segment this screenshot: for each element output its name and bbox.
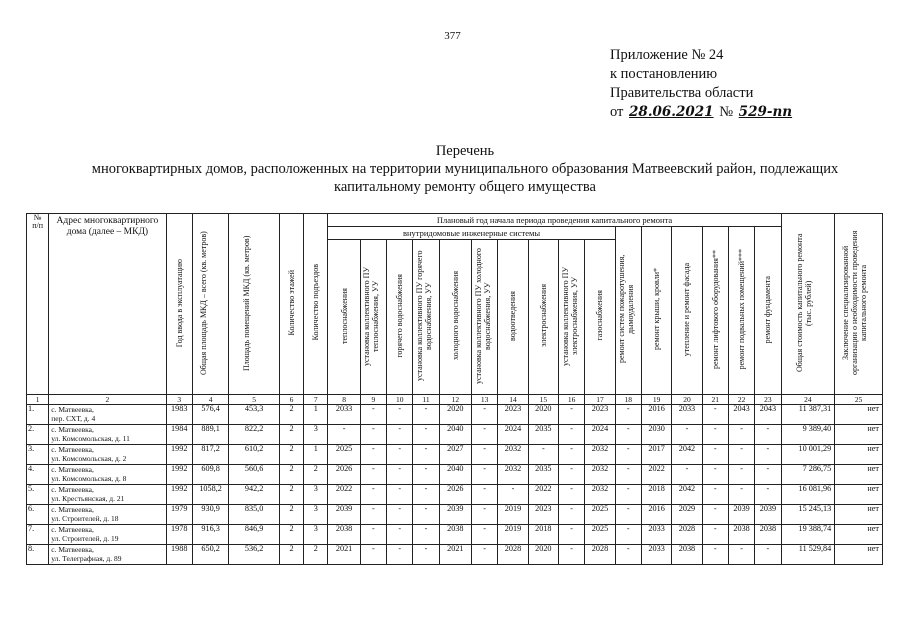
column-number: 2 bbox=[49, 395, 166, 405]
cell-sewer: 2028 bbox=[498, 545, 528, 565]
cell-total-area: 916,3 bbox=[192, 525, 228, 545]
address-line1: с. Матвеевка, bbox=[51, 545, 94, 555]
cell-conclusion: нет bbox=[835, 465, 883, 485]
cell-cold-water: 2027 bbox=[439, 445, 471, 465]
cell-premises-area: 610,2 bbox=[229, 445, 280, 465]
document-title bbox=[40, 142, 890, 196]
cell-heat: 2038 bbox=[328, 525, 360, 545]
cell-floors: 2 bbox=[279, 445, 303, 465]
cell-facade: 2042 bbox=[672, 485, 702, 505]
cell-total-area: 817,2 bbox=[192, 445, 228, 465]
cell-fire-systems: - bbox=[615, 465, 641, 485]
col-header-internal-systems: внутридомовые инженерные системы bbox=[328, 227, 615, 240]
cell-sewer: 2032 bbox=[498, 465, 528, 485]
column-number: 13 bbox=[472, 395, 498, 405]
cell-elevator: - bbox=[702, 445, 728, 465]
cell-roof: 2016 bbox=[641, 405, 671, 425]
cell-fire-systems: - bbox=[615, 485, 641, 505]
column-number: 25 bbox=[835, 395, 883, 405]
cell-facade: - bbox=[672, 425, 702, 445]
column-number: 19 bbox=[641, 395, 671, 405]
cell-fire-systems: - bbox=[615, 545, 641, 565]
address-line1: с. Матвеевка, bbox=[51, 485, 94, 495]
row-number: 3. bbox=[27, 445, 49, 465]
address-line1: с. Матвеевка, bbox=[51, 425, 94, 435]
table-row bbox=[27, 445, 883, 465]
cell-heat-meter: - bbox=[360, 405, 386, 425]
col-header-electric-meter: установка коллективного ПУ электроснабжения, УУ bbox=[560, 266, 579, 366]
col-header-roof: ремонт крыши, кровли* bbox=[652, 268, 662, 351]
col-header-cold-water-meter: установка коллективного ПУ холодного водоснабжения, УУ bbox=[473, 247, 492, 384]
cell-hot-water-meter: - bbox=[413, 505, 439, 525]
cell-total-cost: 7 286,75 bbox=[781, 465, 835, 485]
cell-total-cost: 9 389,40 bbox=[781, 425, 835, 445]
col-header-electric: электроснабжения bbox=[538, 284, 548, 348]
address-line2: ул. Крестьянская, д. 21 bbox=[51, 493, 125, 503]
cell-entrances: 3 bbox=[304, 525, 328, 545]
cell-floors: 2 bbox=[279, 545, 303, 565]
cell-total-area: 576,4 bbox=[192, 405, 228, 425]
cell-floors: 2 bbox=[279, 465, 303, 485]
row-address bbox=[49, 465, 166, 485]
col-header-heat: теплоснабжения bbox=[339, 287, 349, 344]
cell-fire-systems: - bbox=[615, 445, 641, 465]
cell-heat-meter: - bbox=[360, 485, 386, 505]
cell-foundation: - bbox=[755, 545, 781, 565]
col-header-address: Адрес многоквартирного дома (далее – МКД) bbox=[49, 214, 166, 395]
cell-entrances: 1 bbox=[304, 445, 328, 465]
col-header-gas: газоснабжения bbox=[595, 290, 605, 341]
cell-sewer: 2024 bbox=[498, 425, 528, 445]
col-header-basement: ремонт подвальных помещений*** bbox=[737, 248, 747, 370]
address-line2: ул. Строителей, д. 18 bbox=[51, 513, 119, 523]
page-number: 377 bbox=[444, 30, 461, 42]
cell-total-cost: 16 081,96 bbox=[781, 485, 835, 505]
cell-cold-water: 2038 bbox=[439, 525, 471, 545]
cell-conclusion: нет bbox=[835, 505, 883, 525]
cell-entrances: 3 bbox=[304, 485, 328, 505]
cell-hot-water-meter: - bbox=[413, 445, 439, 465]
title-line3: капитальному ремонту общего имущества bbox=[334, 179, 596, 195]
cell-year: 1992 bbox=[166, 485, 192, 505]
cell-foundation: - bbox=[755, 425, 781, 445]
cell-year: 1988 bbox=[166, 545, 192, 565]
cell-fire-systems: - bbox=[615, 405, 641, 425]
cell-cold-water-meter: - bbox=[472, 405, 498, 425]
cell-roof: 2030 bbox=[641, 425, 671, 445]
address-line2: пер. СХТ, д. 4 bbox=[51, 413, 96, 423]
table-row bbox=[27, 405, 883, 425]
cell-total-cost: 11 529,84 bbox=[781, 545, 835, 565]
cell-premises-area: 560,6 bbox=[229, 465, 280, 485]
column-number: 23 bbox=[755, 395, 781, 405]
cell-floors: 2 bbox=[279, 485, 303, 505]
address-line1: с. Матвеевка, bbox=[51, 465, 94, 475]
address-line1: с. Матвеевка, bbox=[51, 445, 94, 455]
cell-hot-water-meter: - bbox=[413, 465, 439, 485]
approval-line2: к постановлению bbox=[610, 66, 718, 82]
col-header-fire-systems: ремонт систем пожаротушения, дымоудаления bbox=[617, 255, 636, 364]
cell-hot-water-meter: - bbox=[413, 405, 439, 425]
cell-facade: 2038 bbox=[672, 545, 702, 565]
row-number: 8. bbox=[27, 545, 49, 565]
column-number: 12 bbox=[439, 395, 471, 405]
column-number: 22 bbox=[728, 395, 754, 405]
cell-cold-water-meter: - bbox=[472, 445, 498, 465]
column-number: 1 bbox=[27, 395, 49, 405]
column-number: 21 bbox=[702, 395, 728, 405]
cell-conclusion: нет bbox=[835, 485, 883, 505]
cell-entrances: 1 bbox=[304, 405, 328, 425]
cell-heat: 2021 bbox=[328, 545, 360, 565]
cell-electric: 2018 bbox=[528, 525, 558, 545]
row-address bbox=[49, 425, 166, 445]
cell-hot-water: - bbox=[387, 405, 413, 425]
cell-gas: 2032 bbox=[585, 485, 615, 505]
row-number: 1. bbox=[27, 405, 49, 425]
address-line2: ул. Комсомольская, д. 2 bbox=[51, 453, 127, 463]
cell-year: 1983 bbox=[166, 405, 192, 425]
cell-total-area: 1058,2 bbox=[192, 485, 228, 505]
cell-total-area: 609,8 bbox=[192, 465, 228, 485]
cell-electric: 2035 bbox=[528, 465, 558, 485]
cell-premises-area: 942,2 bbox=[229, 485, 280, 505]
cell-sewer: 2023 bbox=[498, 405, 528, 425]
cell-conclusion: нет bbox=[835, 525, 883, 545]
table-row bbox=[27, 465, 883, 485]
cell-hot-water: - bbox=[387, 425, 413, 445]
cell-basement: - bbox=[728, 465, 754, 485]
cell-premises-area: 835,0 bbox=[229, 505, 280, 525]
column-number-row bbox=[27, 395, 883, 405]
cell-cold-water-meter: - bbox=[472, 505, 498, 525]
cell-hot-water-meter: - bbox=[413, 525, 439, 545]
address-line2: ул. Комсомольская, д. 8 bbox=[51, 473, 127, 483]
cell-premises-area: 822,2 bbox=[229, 425, 280, 445]
cell-roof: 2033 bbox=[641, 545, 671, 565]
approval-block bbox=[610, 46, 794, 122]
cell-heat-meter: - bbox=[360, 525, 386, 545]
cell-basement: - bbox=[728, 485, 754, 505]
cell-year: 1992 bbox=[166, 465, 192, 485]
cell-floors: 2 bbox=[279, 405, 303, 425]
title-line2: многоквартирных домов, расположенных на территории муниципального образования Матвеевский район, подлежащих bbox=[91, 161, 839, 177]
column-number: 18 bbox=[615, 395, 641, 405]
column-number: 6 bbox=[279, 395, 303, 405]
cell-gas: 2025 bbox=[585, 505, 615, 525]
cell-entrances: 2 bbox=[304, 545, 328, 565]
column-number: 16 bbox=[559, 395, 585, 405]
cell-foundation: 2038 bbox=[755, 525, 781, 545]
col-header-planned-year: Плановый год начала периода проведения капитального ремонта bbox=[328, 214, 781, 227]
cell-gas: 2032 bbox=[585, 465, 615, 485]
cell-hot-water-meter: - bbox=[413, 545, 439, 565]
cell-cold-water: 2039 bbox=[439, 505, 471, 525]
col-header-total-area: Общая площадь МКД – всего (кв. метров) bbox=[198, 230, 208, 375]
cell-electric-meter: - bbox=[559, 425, 585, 445]
cell-basement: 2039 bbox=[728, 505, 754, 525]
col-header-hot-water-meter: установка коллективного ПУ горячего водоснабжения, УУ bbox=[415, 250, 433, 381]
cell-total-area: 889,1 bbox=[192, 425, 228, 445]
cell-facade: 2033 bbox=[672, 405, 702, 425]
cell-total-cost: 11 387,31 bbox=[781, 405, 835, 425]
approval-number-sign: № bbox=[719, 104, 734, 120]
cell-heat: 2026 bbox=[328, 465, 360, 485]
cell-hot-water: - bbox=[387, 525, 413, 545]
cell-entrances: 3 bbox=[304, 505, 328, 525]
column-number: 4 bbox=[192, 395, 228, 405]
cell-basement: - bbox=[728, 545, 754, 565]
cell-electric: 2023 bbox=[528, 505, 558, 525]
table-row bbox=[27, 425, 883, 445]
cell-year: 1979 bbox=[166, 505, 192, 525]
address-line2: ул. Комсомольская, д. 11 bbox=[51, 433, 130, 443]
cell-foundation: 2039 bbox=[755, 505, 781, 525]
column-number: 3 bbox=[166, 395, 192, 405]
column-number: 9 bbox=[360, 395, 386, 405]
cell-hot-water: - bbox=[387, 505, 413, 525]
cell-elevator: - bbox=[702, 485, 728, 505]
cell-electric-meter: - bbox=[559, 405, 585, 425]
column-number: 17 bbox=[585, 395, 615, 405]
cell-total-area: 650,2 bbox=[192, 545, 228, 565]
cell-sewer: 2019 bbox=[498, 525, 528, 545]
col-header-year: Год ввода в эксплуатацию bbox=[174, 258, 184, 347]
cell-electric: 2020 bbox=[528, 545, 558, 565]
column-number: 20 bbox=[672, 395, 702, 405]
cell-elevator: - bbox=[702, 545, 728, 565]
cell-heat-meter: - bbox=[360, 545, 386, 565]
column-number: 11 bbox=[413, 395, 439, 405]
approval-prefix: от bbox=[610, 104, 624, 120]
cell-fire-systems: - bbox=[615, 425, 641, 445]
cell-hot-water-meter: - bbox=[413, 425, 439, 445]
cell-elevator: - bbox=[702, 505, 728, 525]
cell-electric-meter: - bbox=[559, 545, 585, 565]
column-number: 5 bbox=[229, 395, 280, 405]
cell-conclusion: нет bbox=[835, 545, 883, 565]
cell-gas: 2023 bbox=[585, 405, 615, 425]
cell-year: 1984 bbox=[166, 425, 192, 445]
cell-electric-meter: - bbox=[559, 485, 585, 505]
cell-cold-water-meter: - bbox=[472, 465, 498, 485]
cell-electric-meter: - bbox=[559, 445, 585, 465]
cell-roof: 2022 bbox=[641, 465, 671, 485]
table-row bbox=[27, 525, 883, 545]
cell-roof: 2018 bbox=[641, 485, 671, 505]
col-header-total-cost: Общая стоимость капитального ремонта (тыс. рублей) bbox=[794, 233, 813, 372]
cell-total-cost: 15 245,13 bbox=[781, 505, 835, 525]
cell-cold-water-meter: - bbox=[472, 425, 498, 445]
row-number: 7. bbox=[27, 525, 49, 545]
cell-elevator: - bbox=[702, 425, 728, 445]
col-header-facade: утепление и ремонт фасада bbox=[682, 262, 692, 356]
cell-heat-meter: - bbox=[360, 465, 386, 485]
cell-hot-water: - bbox=[387, 545, 413, 565]
approval-line3: Правительства области bbox=[610, 85, 754, 101]
cell-floors: 2 bbox=[279, 505, 303, 525]
column-number: 8 bbox=[328, 395, 360, 405]
cell-electric-meter: - bbox=[559, 525, 585, 545]
column-number: 24 bbox=[781, 395, 835, 405]
cell-fire-systems: - bbox=[615, 525, 641, 545]
col-header-hot-water: горячего водоснабжения bbox=[395, 273, 405, 358]
cell-facade: 2028 bbox=[672, 525, 702, 545]
cell-hot-water: - bbox=[387, 485, 413, 505]
table-row bbox=[27, 545, 883, 565]
cell-year: 1978 bbox=[166, 525, 192, 545]
table-row bbox=[27, 485, 883, 505]
cell-cold-water: 2040 bbox=[439, 425, 471, 445]
row-address bbox=[49, 405, 166, 425]
cell-heat-meter: - bbox=[360, 505, 386, 525]
cell-premises-area: 846,9 bbox=[229, 525, 280, 545]
cell-total-cost: 10 001,29 bbox=[781, 445, 835, 465]
cell-basement: 2038 bbox=[728, 525, 754, 545]
cell-basement: - bbox=[728, 425, 754, 445]
cell-cold-water: 2020 bbox=[439, 405, 471, 425]
col-header-sewer: водоотведения bbox=[508, 290, 518, 341]
cell-premises-area: 453,3 bbox=[229, 405, 280, 425]
cell-heat: 2039 bbox=[328, 505, 360, 525]
cell-elevator: - bbox=[702, 405, 728, 425]
cell-cold-water: 2021 bbox=[439, 545, 471, 565]
row-address bbox=[49, 505, 166, 525]
cell-heat-meter: - bbox=[360, 425, 386, 445]
col-header-premises-area: Площадь помещений МКД (кв. метров) bbox=[242, 235, 252, 371]
cell-sewer: 2019 bbox=[498, 505, 528, 525]
cell-floors: 2 bbox=[279, 525, 303, 545]
cell-floors: 2 bbox=[279, 425, 303, 445]
address-line1: с. Матвеевка, bbox=[51, 405, 94, 415]
cell-total-area: 930,9 bbox=[192, 505, 228, 525]
row-number: 2. bbox=[27, 425, 49, 445]
cell-roof: 2033 bbox=[641, 525, 671, 545]
address-line2: ул. Строителей, д. 19 bbox=[51, 533, 119, 543]
cell-hot-water-meter: - bbox=[413, 485, 439, 505]
approval-line4 bbox=[610, 103, 794, 122]
row-address bbox=[49, 485, 166, 505]
approval-number: 529-пп bbox=[738, 104, 793, 120]
cell-basement: 2043 bbox=[728, 405, 754, 425]
cell-foundation: 2043 bbox=[755, 405, 781, 425]
cell-electric: - bbox=[528, 445, 558, 465]
cell-electric-meter: - bbox=[559, 505, 585, 525]
cell-conclusion: нет bbox=[835, 425, 883, 445]
col-header-elevator: ремонт лифтового оборудования** bbox=[710, 249, 720, 369]
cell-facade: 2029 bbox=[672, 505, 702, 525]
cell-conclusion: нет bbox=[835, 445, 883, 465]
cell-premises-area: 536,2 bbox=[229, 545, 280, 565]
col-header-entrances: Количество подъездов bbox=[311, 264, 321, 341]
approval-date: 28.06.2021 bbox=[629, 104, 714, 120]
cell-foundation: - bbox=[755, 485, 781, 505]
cell-electric-meter: - bbox=[559, 465, 585, 485]
cell-facade: - bbox=[672, 465, 702, 485]
address-line1: с. Матвеевка, bbox=[51, 525, 94, 535]
col-header-foundation: ремонт фундамента bbox=[763, 275, 773, 343]
column-number: 7 bbox=[304, 395, 328, 405]
cell-cold-water-meter: - bbox=[472, 485, 498, 505]
row-number: 5. bbox=[27, 485, 49, 505]
cell-heat: 2025 bbox=[328, 445, 360, 465]
col-header-floors: Количество этажей bbox=[287, 269, 296, 336]
cell-total-cost: 19 388,74 bbox=[781, 525, 835, 545]
cell-entrances: 3 bbox=[304, 425, 328, 445]
cell-roof: 2016 bbox=[641, 505, 671, 525]
col-header-conclusion: Заключение специализированной организации о необходимости проведения капитального ремонта bbox=[840, 230, 868, 375]
cell-basement: - bbox=[728, 445, 754, 465]
cell-gas: 2032 bbox=[585, 445, 615, 465]
cell-cold-water: 2026 bbox=[439, 485, 471, 505]
cell-hot-water: - bbox=[387, 465, 413, 485]
table-row bbox=[27, 505, 883, 525]
row-address bbox=[49, 545, 166, 565]
column-number: 15 bbox=[528, 395, 558, 405]
cell-heat-meter: - bbox=[360, 445, 386, 465]
cell-sewer: - bbox=[498, 485, 528, 505]
houses-table bbox=[26, 213, 883, 565]
cell-cold-water-meter: - bbox=[472, 545, 498, 565]
cell-conclusion: нет bbox=[835, 405, 883, 425]
address-line1: с. Матвеевка, bbox=[51, 505, 94, 515]
cell-sewer: 2032 bbox=[498, 445, 528, 465]
cell-gas: 2024 bbox=[585, 425, 615, 445]
cell-year: 1992 bbox=[166, 445, 192, 465]
row-address bbox=[49, 445, 166, 465]
address-line2: ул. Телеграфная, д. 89 bbox=[51, 553, 122, 563]
cell-foundation: - bbox=[755, 465, 781, 485]
row-number: 4. bbox=[27, 465, 49, 485]
column-number: 10 bbox=[387, 395, 413, 405]
cell-heat: 2033 bbox=[328, 405, 360, 425]
cell-elevator: - bbox=[702, 465, 728, 485]
column-number: 14 bbox=[498, 395, 528, 405]
cell-roof: 2017 bbox=[641, 445, 671, 465]
title-line1: Перечень bbox=[435, 143, 495, 159]
cell-cold-water-meter: - bbox=[472, 525, 498, 545]
cell-cold-water: 2040 bbox=[439, 465, 471, 485]
cell-electric: 2020 bbox=[528, 405, 558, 425]
cell-facade: 2042 bbox=[672, 445, 702, 465]
row-address bbox=[49, 525, 166, 545]
col-header-heat-meter: установка коллективного ПУ теплоснабжения, УУ bbox=[362, 266, 381, 366]
cell-elevator: - bbox=[702, 525, 728, 545]
cell-fire-systems: - bbox=[615, 505, 641, 525]
cell-gas: 2025 bbox=[585, 525, 615, 545]
row-number: 6. bbox=[27, 505, 49, 525]
cell-electric: 2022 bbox=[528, 485, 558, 505]
cell-foundation: - bbox=[755, 445, 781, 465]
cell-heat: 2022 bbox=[328, 485, 360, 505]
col-header-num: № п/п bbox=[27, 214, 49, 395]
col-header-cold-water: холодного водоснабжения bbox=[450, 271, 460, 361]
approval-line1: Приложение № 24 bbox=[610, 47, 724, 63]
cell-electric: 2035 bbox=[528, 425, 558, 445]
cell-hot-water: - bbox=[387, 445, 413, 465]
cell-gas: 2028 bbox=[585, 545, 615, 565]
cell-entrances: 2 bbox=[304, 465, 328, 485]
cell-heat: - bbox=[328, 425, 360, 445]
